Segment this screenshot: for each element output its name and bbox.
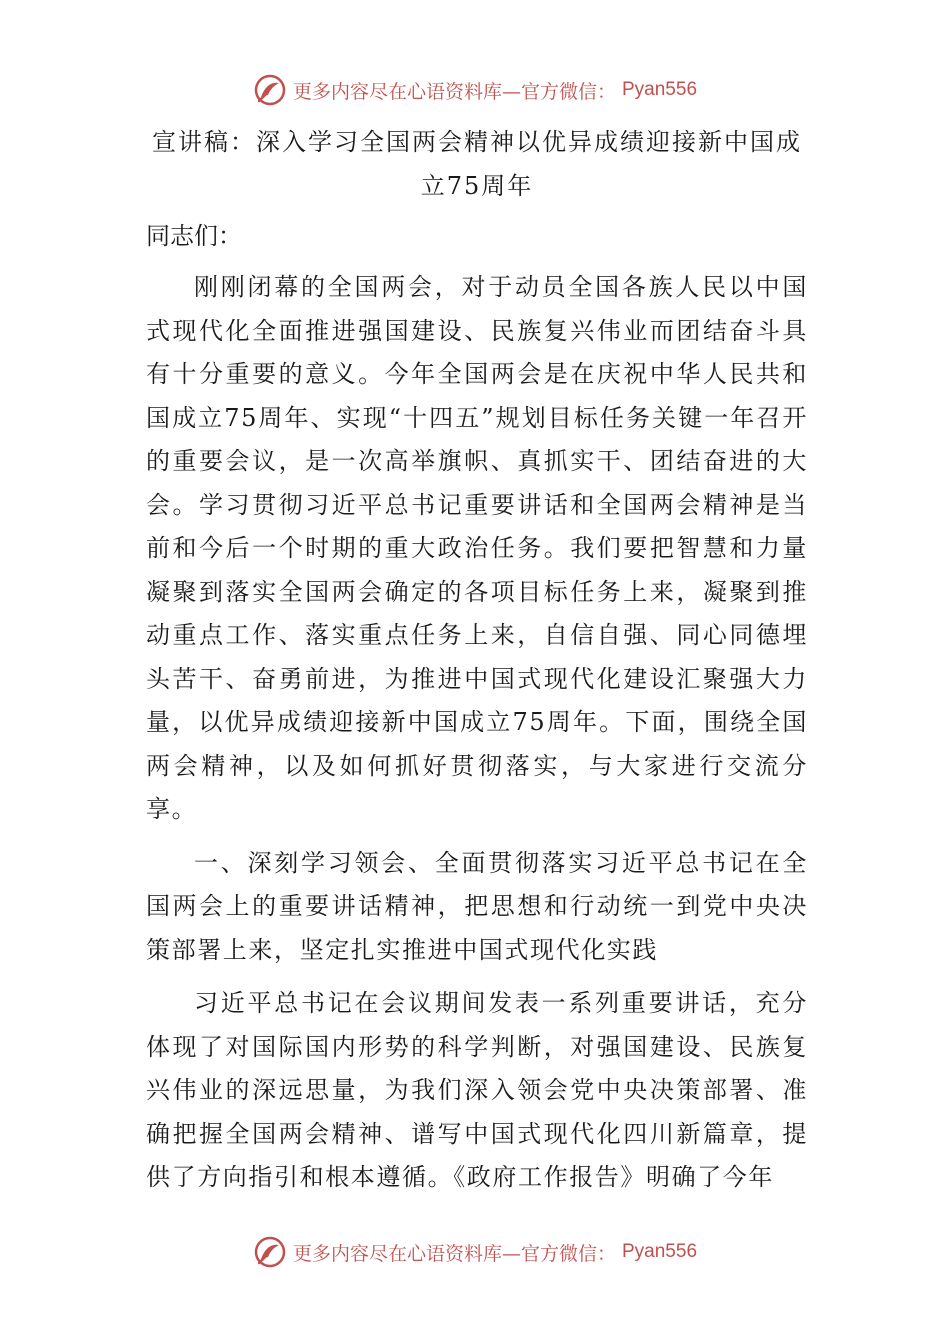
section-heading-1: 一、深刻学习领会、全面贯彻落实习近平总书记在全国两会上的重要讲话精神，把思想和行动统一到党中央决策部署上来，坚定扎实推进中国式现代化实践 — [146, 848, 808, 964]
watermark-banner-bottom — [0, 1232, 950, 1272]
watermark-text: 更多内容尽在心语资料库—官方微信： — [292, 80, 616, 103]
document-body — [146, 120, 808, 1210]
watermark-banner-top — [0, 70, 950, 110]
document-title: 宣讲稿：深入学习全国两会精神以优异成绩迎接新中国成立75周年 — [152, 128, 802, 200]
paragraph-section-1: 习近平总书记在会议期间发表一系列重要讲话，充分体现了对国际国内形势的科学判断，对强国建设、民族复兴伟业的深远思量，为我们深入领会党中央决策部署、准确把握全国两会精神、谱写中国式现代化四川新篇章，提供了方向指引和根本遵循。《政府工作报告》明确了今年 — [146, 989, 808, 1191]
brand-logo-icon — [253, 1235, 287, 1269]
brand-logo-icon — [253, 73, 287, 107]
watermark-wechat-id: Pyan556 — [622, 79, 698, 100]
watermark-text: 更多内容尽在心语资料库—官方微信： — [292, 1242, 616, 1265]
watermark-wechat-id: Pyan556 — [622, 1241, 698, 1262]
greeting: 同志们： — [146, 222, 242, 250]
paragraph-intro: 刚刚闭幕的全国两会，对于动员全国各族人民以中国式现代化全面推进强国建设、民族复兴伟业而团结奋斗具有十分重要的意义。今年全国两会是在庆祝中华人民共和国成立75周年、实现“十四五”规划目标任务关键一年召开的重要会议，是一次高举旗帜、真抓实干、团结奋进的大会。学习贯彻习近平总书记重要讲话和全国两会精神是当前和今后一个时期的重大政治任务。我们要把智慧和力量凝聚到落实全国两会确定的各项目标任务上来，凝聚到推动重点工作、落实重点任务上来，自信自强、同心同德埋头苦干、奋勇前进，为推进中国式现代化建设汇聚强大力量，以优异成绩迎接新中国成立75周年。下面，围绕全国两会精神，以及如何抓好贯彻落实，与大家进行交流分享。 — [146, 273, 808, 823]
